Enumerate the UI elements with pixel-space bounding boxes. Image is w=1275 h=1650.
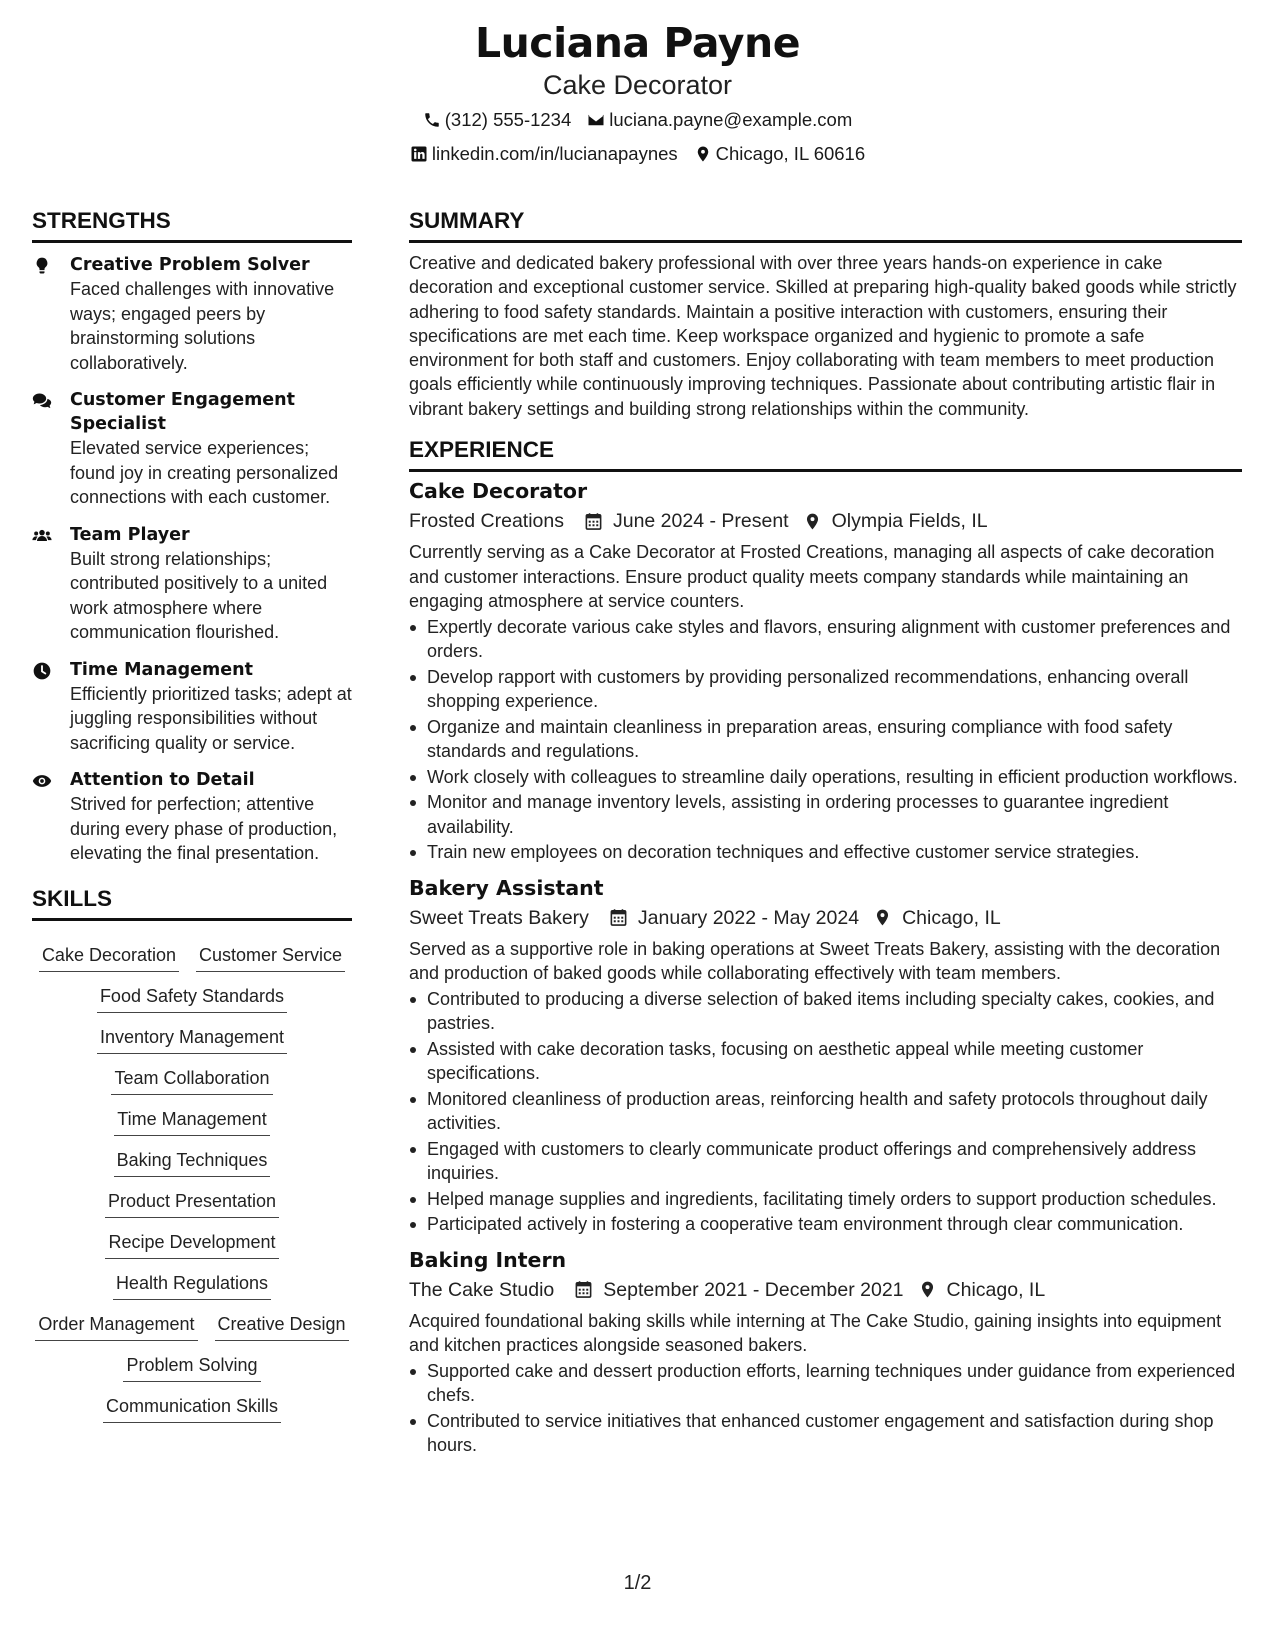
resume-header [0,18,1275,170]
skill-tag: Health Regulations [113,1269,271,1300]
job-bullet: Engaged with customers to clearly communicate product offerings and comprehensively address inquiries. [409,1137,1242,1186]
eye-icon [32,771,52,791]
candidate-title: Cake Decorator [542,70,733,100]
job-meta [409,506,1242,536]
job-bullets [409,615,1242,865]
map-pin-icon [873,908,892,927]
summary-text: Creative and dedicated bakery professional with over three years hands-on experience in cake decoration and exceptional customer service. Skilled at preparing high-quality baked goods while strictly adhering to food safety standards. Maintain a positive interaction with customers, ensuring their specifications are met each time. Keep workspace organized and hygienic to promote a safe environment for both staff and customers. Enjoy collaborating with team members to meet production goals efficiently while continuously improving techniques. Passionate about contributing artistic flair in vibrant bakery settings and building strong relationships within the community. [409,253,1237,419]
strength-title: Customer Engagement Specialist [70,390,296,434]
skill-tag: Order Management [35,1310,197,1341]
contact-row-1 [0,104,1275,136]
summary-heading: SUMMARY [409,208,1242,243]
skill-tag: Recipe Development [105,1228,278,1259]
strength-item [32,658,352,756]
job-dates: September 2021 - December 2021 [603,1278,904,1301]
job-bullet: Monitor and manage inventory levels, assisting in ordering processes to guarantee ingredient availability. [409,790,1242,839]
skills-heading: SKILLS [32,886,352,921]
strength-desc: Built strong relationships; contributed positively to a united work atmosphere where communication flourished. [70,548,328,642]
email-contact[interactable] [587,109,852,131]
job-title: Bakery Assistant [409,875,604,900]
skill-tag: Customer Service [196,941,345,972]
users-icon [32,526,52,546]
map-pin-icon [694,145,712,163]
job-company: Frosted Creations [409,510,564,533]
strength-item [32,523,352,645]
strength-desc: Efficiently prioritized tasks; adept at juggling responsibilities without sacrificing quality or service. [70,683,352,753]
skill-tag: Product Presentation [105,1187,279,1218]
contact-row-2 [0,138,1275,170]
job-dates: January 2022 - May 2024 [637,906,860,929]
comments-icon [32,391,52,411]
lightbulb-icon [32,256,52,276]
job-meta [409,903,1242,933]
strength-title: Team Player [70,524,190,545]
email-text[interactable]: luciana.payne@example.com [609,109,853,130]
job-bullet: Contributed to service initiatives that enhanced customer engagement and satisfaction during shop hours. [409,1409,1242,1458]
phone-text: (312) 555-1234 [444,109,572,130]
job-entry [409,875,1242,1237]
job-bullet: Helped manage supplies and ingredients, facilitating timely orders to support production schedules. [409,1187,1242,1212]
skill-tag: Time Management [114,1105,269,1136]
strength-item [32,253,352,375]
experience-heading: EXPERIENCE [409,437,1242,472]
envelope-icon [587,111,605,129]
job-company: The Cake Studio [409,1278,555,1301]
location-contact [694,143,865,165]
job-dates: June 2024 - Present [612,510,789,533]
strengths-heading: STRENGTHS [32,208,352,243]
job-location: Olympia Fields, IL [831,510,988,533]
job-bullet: Monitored cleanliness of production areas, reinforcing health and safety protocols throughout daily activities. [409,1087,1242,1136]
job-bullet: Contributed to producing a diverse selection of baked items including specialty cakes, cookies, and pastries. [409,987,1242,1036]
phone-contact [423,109,572,131]
strength-title: Time Management [70,659,253,680]
location-text: Chicago, IL 60616 [715,143,866,164]
strength-desc: Strived for perfection; attentive during every phase of production, elevating the final presentation. [70,794,338,863]
job-bullet: Participated actively in fostering a cooperative team environment through clear communication. [409,1212,1242,1237]
skill-tag: Communication Skills [103,1392,281,1423]
left-column [32,208,352,1423]
job-description: Currently serving as a Cake Decorator at Frosted Creations, managing all aspects of cake decoration and customer interactions. Ensure product quality meets company standards while maintaining an engaging atmosphere at service counters. [409,542,1215,612]
candidate-name: Luciana Payne [474,19,801,67]
skills-list [32,937,352,1423]
job-bullet: Supported cake and dessert production efforts, learning techniques under guidance from experienced chefs. [409,1359,1242,1408]
job-company: Sweet Treats Bakery [409,906,589,929]
job-description: Acquired foundational baking skills while interning at The Cake Studio, gaining insights into equipment and kitchen practices alongside seasoned bakers. [409,1310,1222,1356]
linkedin-icon [410,145,428,163]
strength-item [32,768,352,866]
strength-item [32,388,352,510]
strength-desc: Elevated service experiences; found joy in creating personalized connections with each customer. [70,438,339,507]
job-title: Cake Decorator [409,479,588,504]
map-pin-icon [803,512,822,531]
job-bullet: Expertly decorate various cake styles and flavors, ensuring alignment with customer preferences and orders. [409,615,1242,664]
calendar-icon [609,908,628,927]
job-bullet: Work closely with colleagues to streamline daily operations, resulting in efficient production workflows. [409,765,1242,790]
skill-tag: Creative Design [215,1310,349,1341]
job-location: Chicago, IL [946,1278,1046,1301]
job-bullets [409,987,1242,1237]
job-entry [409,478,1242,865]
job-bullet: Assisted with cake decoration tasks, focusing on aesthetic appeal while meeting customer specifications. [409,1037,1242,1086]
calendar-icon [574,1280,593,1299]
job-bullet: Develop rapport with customers by providing personalized recommendations, enhancing overall shopping experience. [409,665,1242,714]
job-location: Chicago, IL [902,906,1001,929]
job-description: Served as a supportive role in baking operations at Sweet Treats Bakery, assisting with the decoration and production of baked goods while collaborating effectively with team members. [409,938,1221,984]
strength-desc: Faced challenges with innovative ways; engaged peers by brainstorming solutions collaboratively. [70,279,335,373]
skill-tag: Food Safety Standards [97,982,287,1013]
job-title: Baking Intern [409,1247,567,1272]
strength-title: Attention to Detail [70,770,255,790]
job-bullet: Train new employees on decoration techniques and effective customer service strategies. [409,840,1242,865]
skill-tag: Baking Techniques [114,1146,271,1177]
job-bullets [409,1359,1242,1458]
job-meta [409,1275,1242,1305]
skill-tag: Cake Decoration [39,941,179,972]
job-entry [409,1247,1242,1458]
job-bullet: Organize and maintain cleanliness in preparation areas, ensuring compliance with food safety standards and regulations. [409,715,1242,764]
linkedin-text[interactable]: linkedin.com/in/lucianapaynes [431,143,678,164]
linkedin-contact[interactable] [410,143,678,165]
page-number: 1/2 [623,1572,652,1594]
right-column [409,208,1242,1458]
calendar-icon [584,512,603,531]
skill-tag: Inventory Management [97,1023,287,1054]
map-pin-icon [918,1280,937,1299]
clock-icon [32,661,52,681]
skill-tag: Team Collaboration [111,1064,272,1095]
strength-title: Creative Problem Solver [70,255,310,275]
skill-tag: Problem Solving [123,1351,260,1382]
phone-icon [423,111,441,129]
